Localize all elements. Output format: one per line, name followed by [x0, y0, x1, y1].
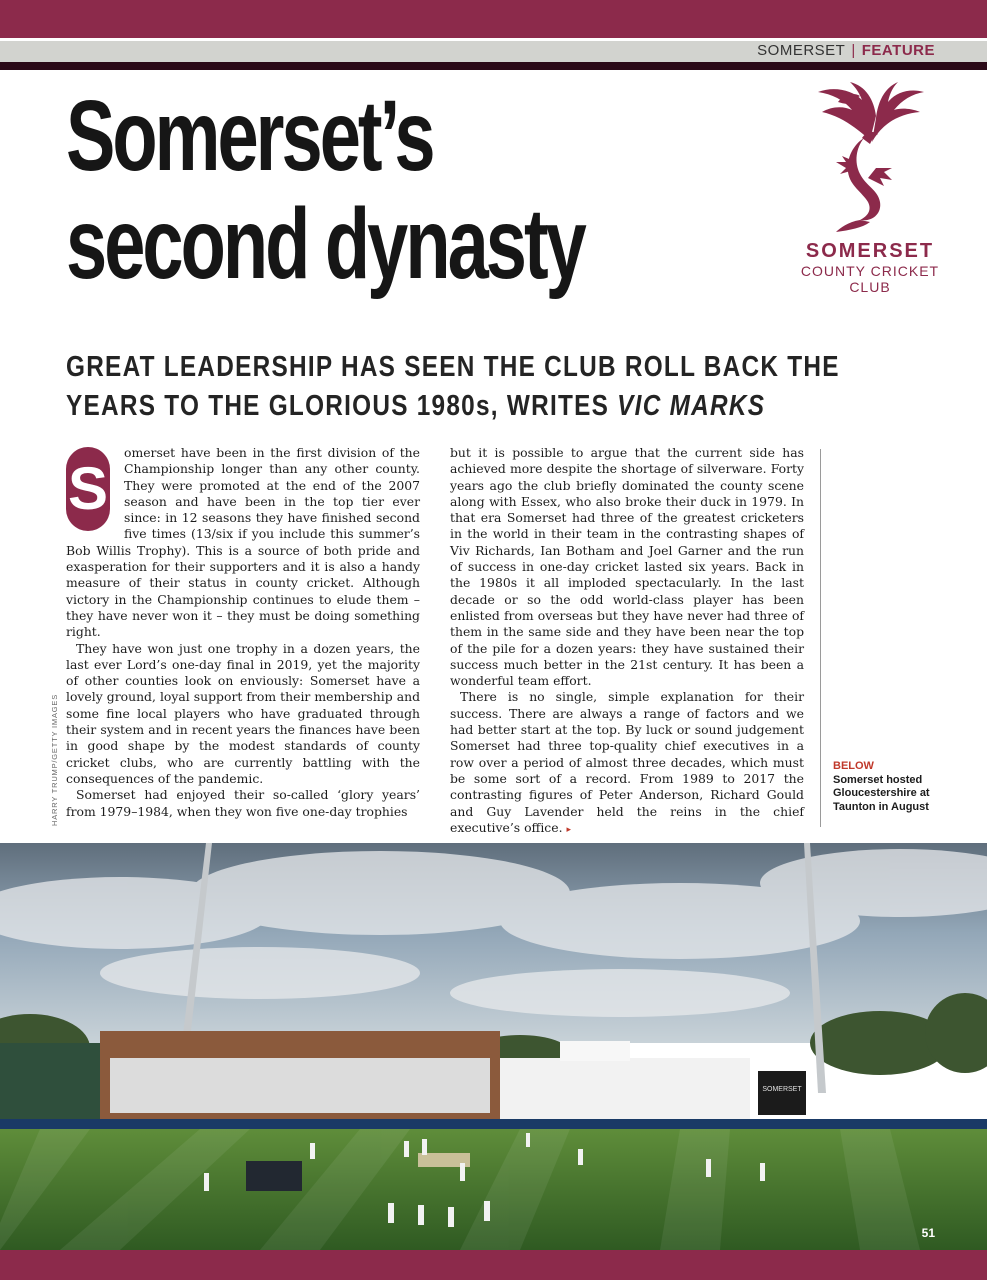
club-logo — [800, 82, 940, 296]
section-category: FEATURE — [861, 42, 935, 59]
photo-caption — [833, 760, 943, 814]
pavilion-roof — [560, 1041, 630, 1061]
scoreboard — [758, 1071, 806, 1115]
advertising-boards — [0, 1119, 987, 1129]
paragraph-3: Somerset had enjoyed their so-called ‘glory years’ from 1979–1984, when they won five one-day trophies — [66, 787, 420, 819]
logo-subtitle-2: CLUB — [849, 279, 891, 295]
drop-cap: S — [66, 447, 110, 531]
top-color-band — [0, 0, 987, 38]
scoreboard-text: SOMERSET — [762, 1086, 802, 1093]
standfirst-line-1: GREAT LEADERSHIP HAS SEEN THE CLUB ROLL BACK THE — [66, 351, 840, 383]
paragraph-3-continued: but it is possible to argue that the current side has achieved more despite the shortage of silverware. Forty years ago the club briefly dominated the county scene along with Essex, who also broke their duck in 1979. In that era Somerset had three of the greatest cricketers in the world in their team in the contrasting shapes of Viv Richards, Ian Botham and Joel Garner and the run of success in one-day cricket lasted six years. Back in the 1980s it all imploded spectacularly. In the last decade or so the odd world-class player has been enlisted from overseas but they have never had three of them in the same side and they have been near the top of the pile for a dozen years: they have sustained their success much better in the 21st century. It has been a wonderful team effort. — [450, 445, 804, 689]
section-name: SOMERSET — [757, 42, 846, 59]
header-rule — [0, 62, 987, 70]
standfirst — [66, 348, 840, 426]
photo-credit: HARRY TRUMP/GETTY IMAGES — [50, 694, 59, 826]
caption-text: Somerset hosted Gloucestershire at Taunton in August — [833, 773, 930, 813]
paragraph-1 — [66, 445, 420, 641]
standfirst-author: VIC MARKS — [617, 390, 766, 422]
logo-subtitle-1: COUNTY CRICKET — [800, 263, 940, 279]
pavilion — [500, 1058, 750, 1123]
headline-line-2: second dynasty — [66, 188, 584, 300]
paragraph-4-text: There is no single, simple explanation for their success. There are always a range of factors and we had better start at the top. By luck or sound judgement Somerset had three top-quality chief executives in a row over a period of almost three decades, which must be some sort of a record. From 1989 to 2017 the contrasting figures of Peter Anderson, Richard Gould and Guy Lavender held the reins in the chief executive’s office. — [450, 689, 804, 835]
continue-arrow-icon: ▸ — [566, 824, 571, 835]
logo-club-name: SOMERSET — [805, 240, 935, 262]
headline — [66, 82, 584, 298]
pitch-cover — [246, 1161, 302, 1191]
paragraph-1-text: omerset have been in the first division of the Championship longer than any other county. They were promoted at the end of the 2007 season and have been in the top tier ever since: in 12 seasons they have finished second five times (13/six if you include this summer’s Bob Willis Trophy). This is a source of both pride and exasperation for their supporters and it is also a handy measure of their status in county cricket. Although victory in the Championship continues to elude them – they have never won it – they must be doing something right. — [66, 445, 420, 640]
standfirst-line-2: YEARS TO THE GLORIOUS 1980s, WRITES — [66, 390, 618, 422]
column-divider — [820, 449, 821, 827]
bottom-color-band — [0, 1250, 987, 1280]
paragraph-2: They have won just one trophy in a dozen years, the last ever Lord’s one-day final in 2019, yet the majority of other counties look on enviously: Somerset have a lovely ground, loyal support from their membership and some fine local players who have graduated through their system and in recent years the finances have been in good shape by the modest standards of county cricket clubs, who are currently battling with the consequences of the pandemic. — [66, 640, 420, 786]
main-stand-seating — [110, 1058, 490, 1113]
caption-label: BELOW — [833, 760, 874, 772]
section-label — [757, 41, 935, 61]
section-separator: | — [851, 42, 856, 59]
headline-line-1: Somerset’s — [66, 80, 433, 192]
article-column-1 — [66, 445, 420, 820]
page-number: 51 — [921, 1226, 935, 1240]
article-column-2 — [450, 445, 804, 838]
cricket-ground-photo — [0, 843, 987, 1250]
wyvern-icon — [810, 82, 930, 232]
paragraph-4 — [450, 689, 804, 838]
